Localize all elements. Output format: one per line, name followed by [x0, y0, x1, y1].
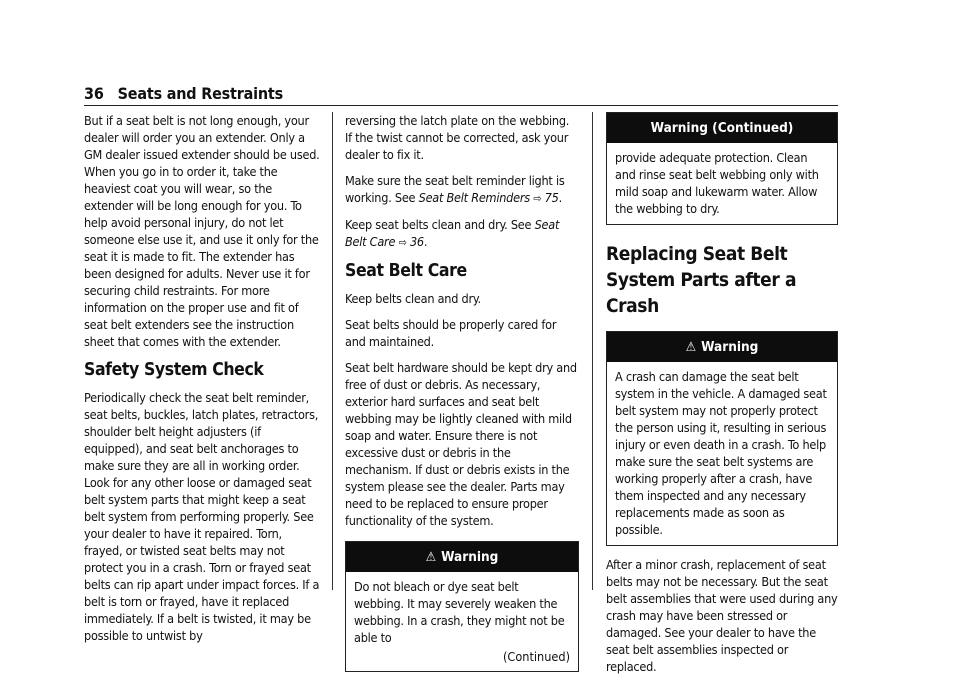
paragraph — [345, 172, 579, 207]
text: . — [558, 190, 562, 205]
warning-header — [607, 113, 837, 143]
warning-box — [606, 331, 838, 546]
page-number: 36 — [84, 84, 104, 103]
column-right — [606, 112, 838, 684]
page-ref-arrow-icon: ⇨ — [398, 236, 407, 249]
paragraph: reversing the latch plate on the webbing. If the twist cannot be corrected, ask your dealer to fix it. — [345, 113, 570, 162]
page-header — [84, 84, 283, 103]
paragraph: After a minor crash, replacement of seat belts may not be necessary. But the seat belt assemblies that were used during any crash may have been stressed or damaged. See your dealer to have the seat belt assemblies inspected or replaced. — [606, 557, 838, 674]
page-ref-arrow-icon: ⇨ — [533, 192, 542, 205]
warning-box-continued — [606, 112, 838, 225]
warning-icon: ⚠ — [685, 340, 697, 355]
warning-text: provide adequate protection. Clean and rinse seat belt webbing only with mild soap and lukewarm water. Allow the webbing to dry. — [615, 150, 819, 216]
warning-body — [346, 572, 578, 671]
page-ref-number[interactable]: 36 — [409, 234, 424, 249]
cross-reference-link[interactable]: Seat Belt Reminders — [418, 190, 530, 205]
heading-replacing-seat-belt-parts: Replacing Seat Belt System Parts after a Crash — [606, 243, 797, 317]
text: Keep seat belts clean and dry. See — [345, 217, 535, 232]
warning-title: Warning (Continued) — [650, 120, 794, 136]
warning-title: Warning — [441, 549, 499, 565]
cross-reference-link[interactable]: Seat Belt Care — [345, 217, 560, 249]
paragraph: Seat belt hardware should be kept dry and free of dust or debris. As necessary, exterior hard surfaces and seat belt webbing may be lightly cleaned with mild soap and water. Ensure there is not excessive dust or debris in the mechanism. If dust or debris exists in the system please see the dealer. Parts may need to be replaced to ensure proper functionality of the system. — [345, 360, 577, 528]
paragraph: But if a seat belt is not long enough, your dealer will order you an extender. Only a GM dealer issued extender should be used. When you go in to order it, take the heaviest coat you will wear, so the extender will be long enough for you. To help avoid personal injury, do not let someone else use it, and use it only for the seat it is made to fit. The extender has been designed for adults. Never use it for securing child restraints. For more information on the proper use and fit of seat belt extenders see the instruction sheet that comes with the extender. — [84, 113, 320, 349]
paragraph — [345, 216, 579, 251]
header-divider — [84, 105, 838, 106]
warning-box — [345, 541, 579, 672]
text: Make sure the seat belt reminder light is working. See — [345, 173, 565, 205]
text: . — [423, 234, 428, 249]
warning-body — [607, 362, 837, 545]
warning-text: A crash can damage the seat belt system in the vehicle. A damaged seat belt system may not properly protect the person using it, resulting in serious injury or even death in a crash. To help make sure the seat belt systems are working properly after a crash, have them inspected and any necessary replacements made as soon as possible. — [615, 369, 827, 537]
warning-body — [607, 143, 837, 224]
section-title: Seats and Restraints — [117, 84, 283, 103]
warning-title: Warning — [701, 339, 759, 355]
continued-label: (Continued) — [503, 649, 570, 664]
column-left — [84, 112, 320, 653]
paragraph: Periodically check the seat belt reminder, seat belts, buckles, latch plates, retractors, shoulder belt height adjusters (if equipped), and seat belt anchorages to make sure they are all in working order. Look for any other loose or damaged seat belt system parts that might keep a seat belt system from performing properly. See your dealer to have it repaired. Torn, frayed, or twisted seat belts may not protect you in a crash. Torn or frayed seat belts can rip apart under impact forces. If a belt is torn or frayed, have it replaced immediately. If a belt is twisted, it may be possible to untwist by — [84, 390, 320, 643]
paragraph: Keep belts clean and dry. — [345, 291, 481, 306]
heading-seat-belt-care: Seat Belt Care — [345, 261, 467, 281]
warning-icon: ⚠ — [425, 550, 437, 565]
column-middle — [345, 112, 579, 682]
page-ref-number[interactable]: 75 — [544, 190, 559, 205]
warning-header — [607, 332, 837, 362]
warning-header — [346, 542, 578, 572]
column-divider — [592, 112, 593, 590]
column-divider — [332, 112, 333, 590]
warning-text: Do not bleach or dye seat belt webbing. It may severely weaken the webbing. In a crash, they might not be able to — [354, 579, 565, 645]
paragraph: Seat belts should be properly cared for and maintained. — [345, 317, 557, 349]
heading-safety-system-check: Safety System Check — [84, 360, 264, 380]
